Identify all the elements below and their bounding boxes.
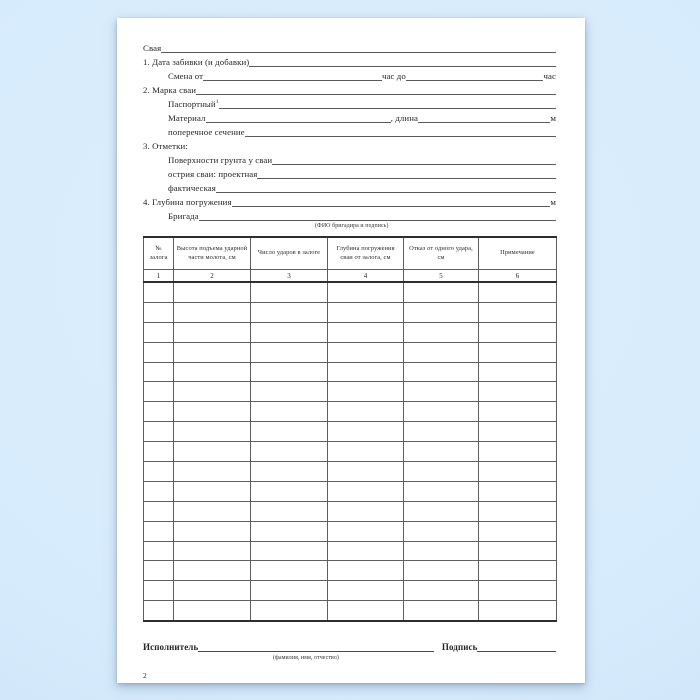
executor-blank-line — [198, 637, 434, 652]
table-cell — [479, 422, 557, 442]
table-row — [144, 402, 557, 422]
page-number: 2 — [143, 671, 147, 681]
field-ground-surface — [143, 151, 556, 165]
passport-blank-line — [219, 94, 556, 109]
column-number: 6 — [479, 270, 557, 283]
table-row — [144, 541, 557, 561]
table-cell — [174, 422, 251, 442]
footnote-marker: 1 — [215, 99, 219, 106]
table-cell — [328, 442, 404, 462]
field-cross-section — [143, 123, 556, 137]
pile-tip-design-label: острия сваи: проектная — [168, 169, 258, 179]
column-number: 3 — [251, 270, 328, 283]
table-cell — [404, 581, 479, 601]
table-cell — [144, 541, 174, 561]
table-cell — [404, 442, 479, 462]
field-pile-tip-design — [143, 165, 556, 179]
table-cell — [251, 442, 328, 462]
table-cell — [404, 302, 479, 322]
table-cell — [479, 601, 557, 621]
cross-section-label: поперечное сечение — [168, 127, 245, 137]
brigade-label: Бригада — [168, 211, 199, 221]
immersion-depth-blank-line — [232, 192, 551, 207]
table-row — [144, 601, 557, 621]
length-label: , длина — [390, 113, 419, 123]
table-cell — [144, 561, 174, 581]
table-cell — [479, 322, 557, 342]
cross-section-blank-line — [245, 122, 556, 137]
table-cell — [144, 462, 174, 482]
table-cell — [328, 322, 404, 342]
table-cell — [404, 541, 479, 561]
document-page — [117, 18, 585, 683]
section-marks — [143, 137, 556, 151]
table-cell — [174, 302, 251, 322]
column-number: 2 — [174, 270, 251, 283]
table-cell — [479, 561, 557, 581]
form-content — [143, 39, 556, 680]
table-cell — [328, 601, 404, 621]
field-pile — [143, 39, 556, 53]
table-cell — [479, 541, 557, 561]
immersion-meters-label: м — [550, 197, 556, 207]
table-cell — [328, 422, 404, 442]
table-cell — [328, 462, 404, 482]
table-row — [144, 362, 557, 382]
table-cell — [144, 581, 174, 601]
table-cell — [174, 342, 251, 362]
table-cell — [479, 342, 557, 362]
table-cell — [144, 282, 174, 302]
table-cell — [251, 322, 328, 342]
executor-caption: (фамилия, имя, отчество) — [273, 655, 339, 662]
table-cell — [404, 402, 479, 422]
table-cell — [174, 541, 251, 561]
table-cell — [174, 501, 251, 521]
material-blank-line — [206, 108, 391, 123]
column-number: 5 — [404, 270, 479, 283]
table-cell — [404, 362, 479, 382]
table-cell — [144, 322, 174, 342]
table-cell — [251, 462, 328, 482]
table-row — [144, 302, 557, 322]
column-header-refusal: Отказ от одного удара, см — [404, 237, 479, 270]
table-cell — [251, 521, 328, 541]
table-row — [144, 382, 557, 402]
table-cell — [251, 501, 328, 521]
table-cell — [479, 442, 557, 462]
table-cell — [404, 382, 479, 402]
table-cell — [328, 282, 404, 302]
executor-label: Исполнитель — [143, 642, 199, 653]
table-cell — [404, 282, 479, 302]
table-cell — [144, 442, 174, 462]
table-cell — [174, 601, 251, 621]
column-number: 1 — [144, 270, 174, 283]
table-cell — [251, 581, 328, 601]
table-cell — [251, 282, 328, 302]
table-cell — [251, 541, 328, 561]
ground-surface-blank-line — [272, 150, 556, 165]
pile-tip-design-blank-line — [257, 164, 556, 179]
table-cell — [174, 322, 251, 342]
table-cell — [328, 541, 404, 561]
table-cell — [479, 521, 557, 541]
table-cell — [251, 362, 328, 382]
driving-log-table — [143, 236, 557, 622]
pile-mark-blank-line — [196, 80, 556, 95]
table-cell — [174, 362, 251, 382]
table-cell — [251, 302, 328, 322]
table-cell — [404, 601, 479, 621]
pile-blank-line — [161, 38, 556, 53]
table-cell — [328, 521, 404, 541]
table-cell — [404, 481, 479, 501]
table-cell — [404, 462, 479, 482]
footer-signature-line — [143, 638, 556, 652]
table-cell — [404, 561, 479, 581]
material-label: Материал — [168, 113, 206, 123]
table-cell — [144, 422, 174, 442]
table-row — [144, 501, 557, 521]
table-row — [144, 442, 557, 462]
table-cell — [144, 481, 174, 501]
table-cell — [479, 501, 557, 521]
pile-tip-actual-label: фактическая — [168, 183, 216, 193]
shift-to-blank-line — [406, 66, 544, 81]
table-cell — [174, 561, 251, 581]
field-pile-tip-actual — [143, 179, 556, 193]
signature-label: Подпись — [441, 642, 478, 653]
table-cell — [251, 402, 328, 422]
column-header-note: Примечание — [479, 237, 557, 270]
pile-label: Свая — [143, 43, 162, 53]
column-header-immersion-depth: Глубина погружения сваи от залога, см — [328, 237, 404, 270]
table-cell — [328, 561, 404, 581]
table-cell — [144, 501, 174, 521]
table-row — [144, 462, 557, 482]
table-cell — [404, 501, 479, 521]
field-material — [143, 109, 556, 123]
column-number-row — [144, 270, 557, 283]
field-drive-date — [143, 53, 556, 67]
table-cell — [479, 362, 557, 382]
table-header-row — [144, 237, 557, 270]
table-row — [144, 561, 557, 581]
table-cell — [251, 382, 328, 402]
table-cell — [251, 422, 328, 442]
table-cell — [174, 462, 251, 482]
table-cell — [328, 581, 404, 601]
table-cell — [174, 442, 251, 462]
table-cell — [479, 462, 557, 482]
pile-mark-label: 2. Марка сваи — [143, 85, 197, 95]
table-cell — [144, 302, 174, 322]
field-immersion-depth — [143, 193, 556, 207]
table-header — [144, 237, 557, 282]
table-cell — [251, 601, 328, 621]
signature-blank-line — [477, 637, 556, 652]
table-cell — [144, 521, 174, 541]
table-row — [144, 581, 557, 601]
marks-label: 3. Отметки: — [143, 141, 188, 151]
table-cell — [479, 402, 557, 422]
table-cell — [404, 422, 479, 442]
table-cell — [328, 402, 404, 422]
brigade-caption: (ФИО бригадира и подпись) — [315, 223, 389, 229]
table-row — [144, 521, 557, 541]
shift-from-blank-line — [203, 66, 382, 81]
immersion-depth-label: 4. Глубина погружения — [143, 197, 232, 207]
table-empty-body — [144, 282, 557, 621]
table-cell — [251, 561, 328, 581]
ground-surface-label: Поверхности грунта у сваи — [168, 155, 273, 165]
field-brigade — [143, 207, 556, 221]
column-header-blows-count: Число ударов в залоге — [251, 237, 328, 270]
meters-label: м — [550, 113, 556, 123]
table-cell — [174, 581, 251, 601]
brigade-blank-line — [199, 206, 556, 221]
table-row — [144, 282, 557, 302]
table-row — [144, 322, 557, 342]
table-cell — [251, 481, 328, 501]
table-cell — [144, 342, 174, 362]
field-passport — [143, 95, 556, 109]
table-cell — [479, 282, 557, 302]
table-row — [144, 422, 557, 442]
table-cell — [174, 521, 251, 541]
hour-to-label: час до — [381, 71, 406, 81]
table-cell — [144, 402, 174, 422]
drive-date-blank-line — [249, 52, 556, 67]
table-row — [144, 342, 557, 362]
table-cell — [404, 342, 479, 362]
table-cell — [144, 601, 174, 621]
table-cell — [479, 481, 557, 501]
table-row — [144, 481, 557, 501]
table-cell — [174, 382, 251, 402]
table-cell — [328, 362, 404, 382]
table-cell — [251, 342, 328, 362]
table-cell — [404, 322, 479, 342]
table-cell — [174, 481, 251, 501]
field-shift — [143, 67, 556, 81]
column-header-zalog-number: № залога — [144, 237, 174, 270]
table-cell — [328, 481, 404, 501]
table-cell — [174, 282, 251, 302]
table-cell — [404, 521, 479, 541]
column-header-hammer-lift-height: Высота подъема ударной части молота, см — [174, 237, 251, 270]
length-blank-line — [418, 108, 550, 123]
table-cell — [174, 402, 251, 422]
table-cell — [144, 362, 174, 382]
table-cell — [328, 302, 404, 322]
table-cell — [479, 581, 557, 601]
table-cell — [144, 382, 174, 402]
pile-tip-actual-blank-line — [216, 178, 556, 193]
passport-label: Паспортный$^1$ — [168, 99, 219, 109]
field-pile-mark — [143, 81, 556, 95]
table-cell — [328, 342, 404, 362]
table-cell — [479, 382, 557, 402]
table-cell — [328, 501, 404, 521]
shift-from-label: Смена от — [168, 71, 204, 81]
drive-date-label: 1. Дата забивки (и добавки) — [143, 57, 250, 67]
table-cell — [479, 302, 557, 322]
column-number: 4 — [328, 270, 404, 283]
table-cell — [328, 382, 404, 402]
hour-label: час — [543, 71, 556, 81]
